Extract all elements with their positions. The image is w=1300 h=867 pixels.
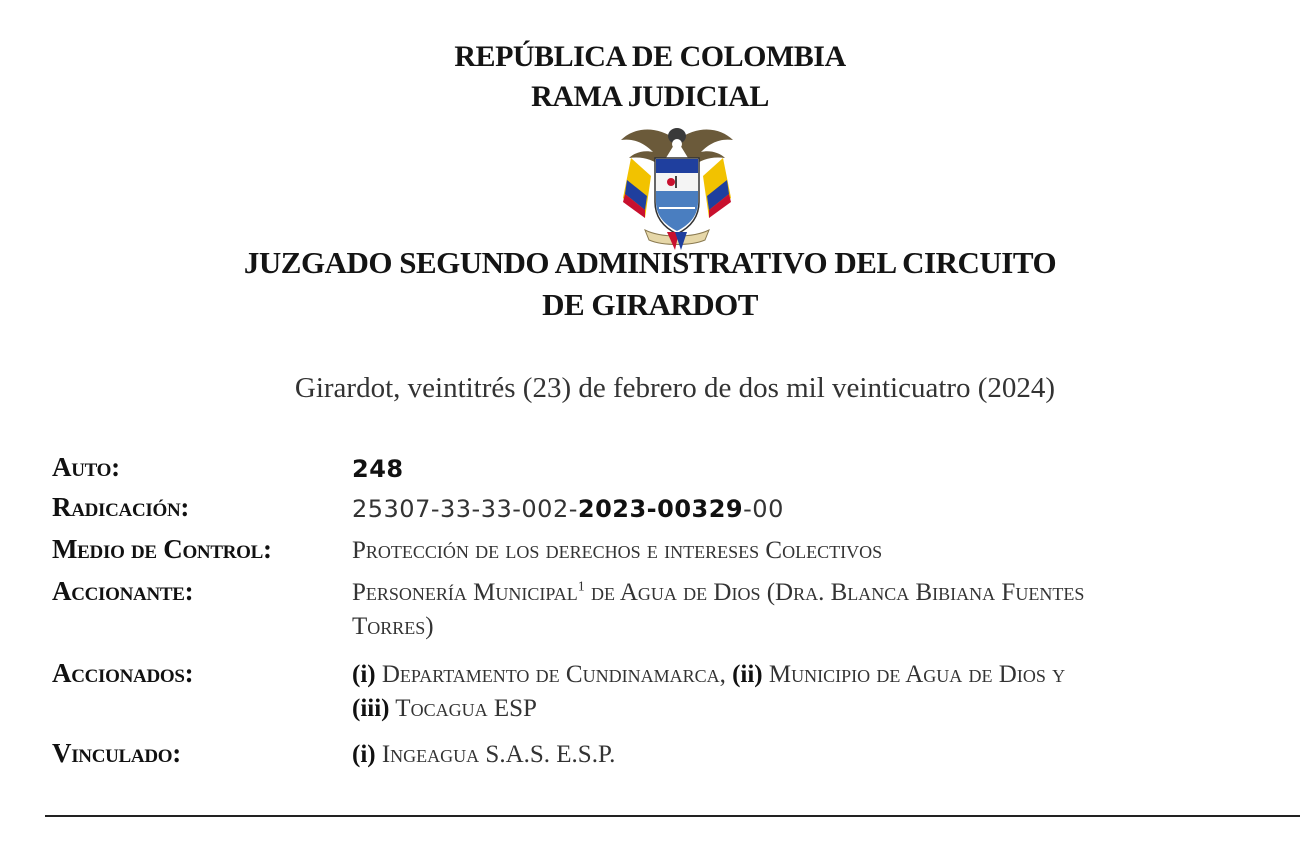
court-city: DE GIRARDOT <box>542 287 758 322</box>
vinculado-value: (i) Ingeagua S.A.S. E.S.P. <box>352 741 616 768</box>
auto-value: 248 <box>352 455 404 483</box>
accionante-value: Personería Municipal$^1$ de Agua de Dios (Dra. Blanca Bibiana Fuentes Torres) <box>352 579 1085 640</box>
horizontal-rule <box>45 815 1300 817</box>
header-rama-judicial: RAMA JUDICIAL <box>531 80 769 113</box>
medio-label: Medio de Control: <box>52 534 272 564</box>
medio-value: Protección de los derechos e intereses Colectivos <box>352 537 883 564</box>
auto-label: Auto: <box>52 452 120 482</box>
court-name: JUZGADO SEGUNDO ADMINISTRATIVO DEL CIRCUITO <box>243 245 1057 280</box>
coat-of-arms-icon <box>615 118 739 250</box>
accionante-label: Accionante: <box>52 576 194 606</box>
dateline: Girardot, veintitrés (23) de febrero de dos mil veinticuatro (2024) <box>294 372 1056 404</box>
footnote-marker: 1 <box>577 579 585 595</box>
vinculado-label: Vinculado: <box>52 738 181 768</box>
accionados-value: (i) Departamento de Cundinamarca, (ii) Municipio de Agua de Dios y (iii) Tocagua ESP <box>352 661 1066 722</box>
radicacion-value: 25307-33-33-002-2023-00329-00 <box>352 495 784 523</box>
header-republic: REPÚBLICA DE COLOMBIA <box>454 40 846 73</box>
accionados-label: Accionados: <box>52 658 194 688</box>
radicacion-label: Radicación: <box>52 492 190 522</box>
